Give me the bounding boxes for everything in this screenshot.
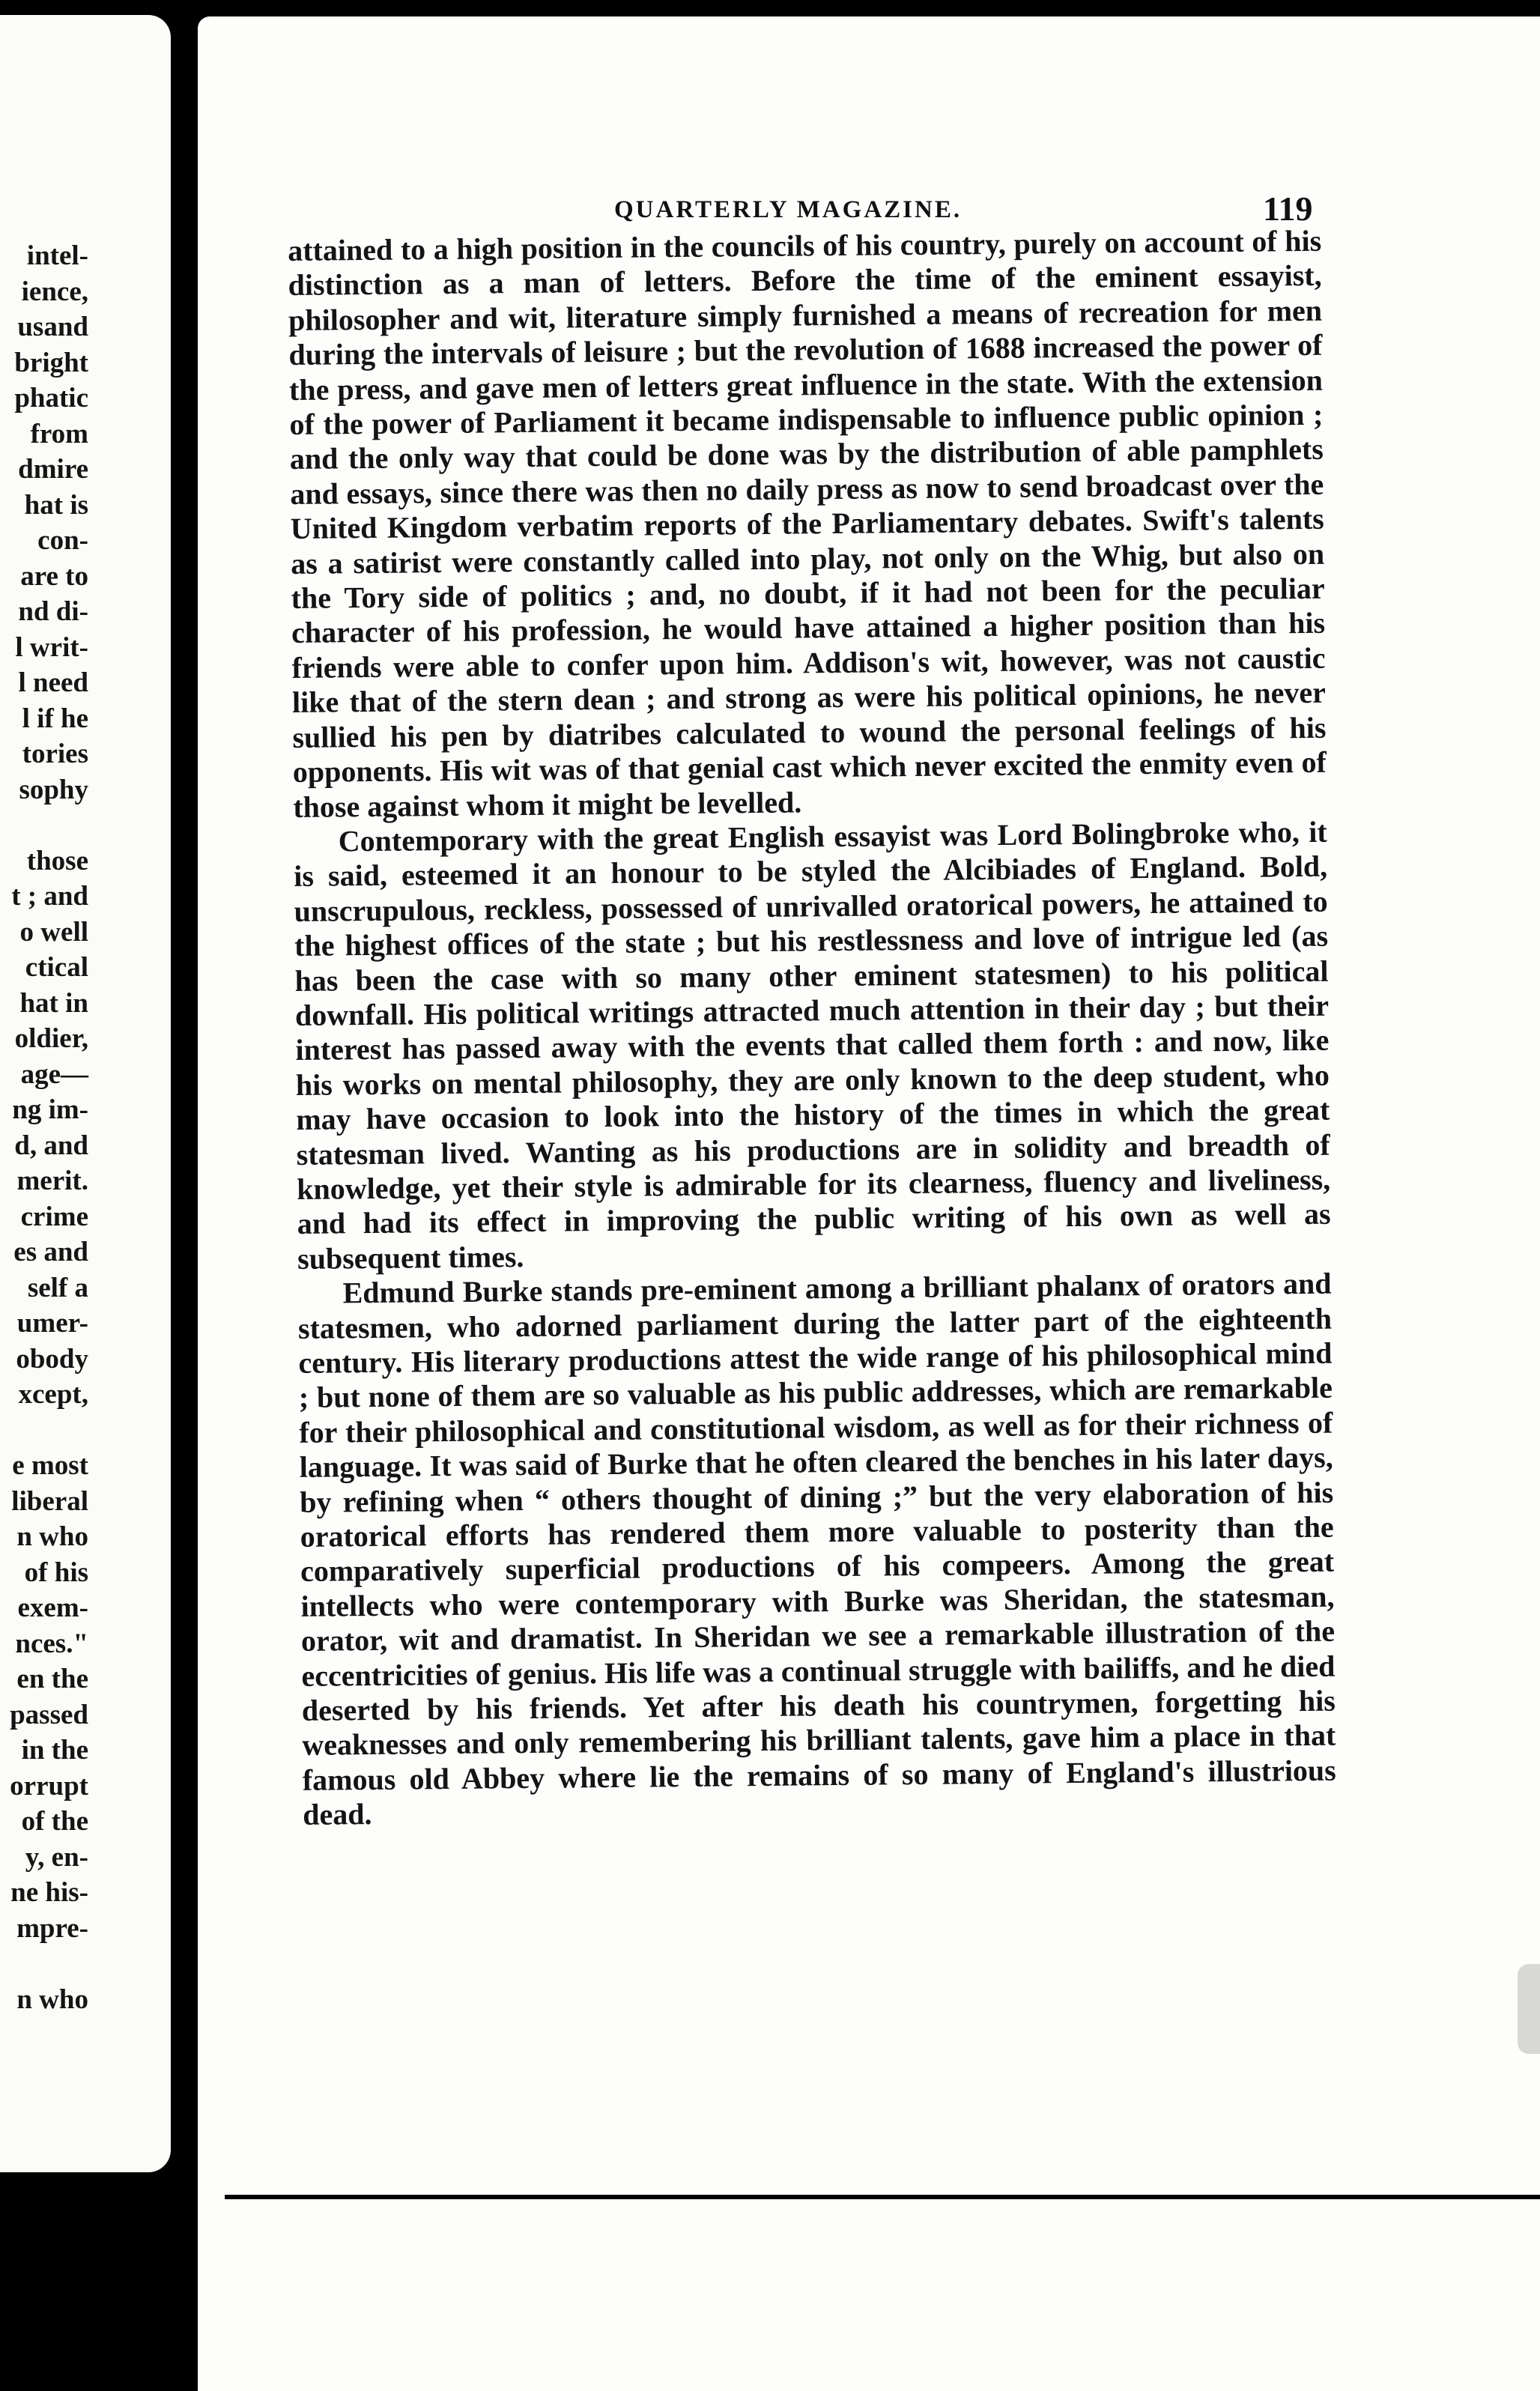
page-header <box>198 189 1540 234</box>
gutter-shadow <box>171 0 198 2391</box>
left-page-line: es and <box>13 1237 88 1267</box>
left-page-line: oldier, <box>14 1023 88 1054</box>
left-page-text-fragments <box>0 238 88 2017</box>
left-page-line: d, and <box>14 1130 88 1161</box>
left-page-line: con- <box>37 525 88 556</box>
left-page-line: xcept, <box>18 1379 88 1410</box>
left-page-line: liberal <box>11 1485 88 1517</box>
left-page-line: n who <box>16 1984 88 2015</box>
left-page-line: y, en- <box>25 1841 88 1873</box>
left-page-line: ne his- <box>10 1877 88 1908</box>
left-page-line: those <box>26 845 88 876</box>
paragraph-2: Contemporary with the great English essayist was Lord Bolingbroke who, it is said, esteemed it an honour to be styled the Alcibiades of England. Bold, unscrupulous, reckless, possessed of unrivalled oratorical powers, he attained to the highest offices of the state ; but his restlessness and love of intrigue led (as has been the case with so many other eminent statesmen) to his political downfall. His political writings attracted much attention in their day ; but their interest has passed away with the events that called them forth : and now, like his works on mental philosophy, they are only known to the deep student, who may have occasion to look into the history of the times in which the great statesman lived. Wanting as his productions are in solidity and breadth of knowledge, yet their style is admirable for its clearness, fluency and liveliness, and had its effect in improving the public writing of his own as well as subsequent times. <box>294 814 1331 1276</box>
left-page-line: orrupt <box>10 1770 88 1801</box>
left-page-line: nd di- <box>18 596 88 627</box>
left-page-gap <box>0 807 88 843</box>
left-page-line: sophy <box>19 774 88 805</box>
left-page-line: self a <box>27 1272 88 1303</box>
left-page-gap <box>0 1413 88 1449</box>
left-page-line: mpre- <box>16 1912 88 1944</box>
left-page-line: o well <box>19 916 88 948</box>
left-page-line: exem- <box>17 1593 88 1623</box>
left-page-line: usand <box>17 312 88 342</box>
left-page-line: hat is <box>24 489 88 521</box>
left-page-line: ctical <box>25 952 88 983</box>
left-page-line: crime <box>20 1201 88 1232</box>
page-edge-mark <box>1518 1964 1540 2054</box>
left-page-line: are to <box>20 560 88 592</box>
left-page-line: hat in <box>19 987 88 1019</box>
left-page-line: obody <box>16 1343 88 1375</box>
left-page-line: of his <box>24 1557 88 1588</box>
left-page-line: dmire <box>18 454 88 485</box>
left-page-line: from <box>30 418 88 449</box>
paragraph-3: Edmund Burke stands pre-eminent among a brilliant phalanx of orators and statesmen, who adorned parliament during the latter part of the eighteenth century. His literary productions attest the wide range of his philosophical mind ; but none of them are so valuable as his public addresses, which are remarkable for their philosophical and constitutional wisdom, as well as for their richness of language. It was said of Burke that he often cleared the benches in his later days, by refining when “ others thought of dining ;” but the very elaboration of his oratorical efforts has rendered them more valuable to posterity than the comparatively superficial productions of his compeers. Among the great intellects who were contemporary with Burke was Sheridan, the statesman, orator, wit and dramatist. In Sheridan we see a remarkable illustration of the eccentricities of genius. His life was a continual struggle with bailiffs, and he died deserted by his friends. Yet after his death his countrymen, forgetting his weaknesses and only remembering his brilliant talents, gave him a place in that famous old Abbey where lie the remains of so many of England's illustrious dead. <box>297 1266 1336 1832</box>
left-page-line: l writ- <box>15 631 88 663</box>
left-facing-page <box>0 15 171 2172</box>
left-page-line: tories <box>22 739 88 769</box>
left-page-line: bright <box>14 347 88 378</box>
left-page-line: ience, <box>21 276 88 307</box>
main-page <box>198 16 1540 2391</box>
left-page-line: n who <box>16 1521 88 1552</box>
left-page-line: age— <box>20 1058 88 1090</box>
page-number: 119 <box>1263 190 1313 228</box>
left-page-line: nces." <box>15 1628 88 1659</box>
left-page-line: ng im- <box>12 1094 88 1125</box>
left-page-line: in the <box>21 1735 88 1766</box>
left-page-line: passed <box>10 1699 88 1730</box>
left-page-line: en the <box>16 1664 88 1694</box>
left-page-line: t ; and <box>11 881 88 912</box>
left-page-line: umer- <box>16 1308 88 1339</box>
left-page-line: phatic <box>14 383 88 413</box>
paragraph-1: attained to a high position in the councils of his country, purely on account of his distinction as a man of letters. Before the time of the eminent essayist, philosopher and wit, literature simply furnished a means of recreation for men during the intervals of leisure ; but the revolution of 1688 increased the power of the press, and gave men of letters great influence in the state. With the extension of the power of Parliament it became indispensable to influence public opinion ; and the only way that could be done was by the distribution of able pamphlets and essays, since there was then no daily press as now to send broadcast over the United Kingdom verbatim reports of the Parliamentary debates. Swift's talents as a satirist were constantly called into play, not only on the Whig, but also on the Tory side of politics ; and, no doubt, if it had not been for the peculiar character of his profession, he would have attained a higher position than his friends were able to confer upon him. Addison's wit, however, was not caustic like that of the stern dean ; and strong as were his political opinions, he never sullied his pen by diatribes calculated to wound the personal feelings of his opponents. His wit was of that genial cast which never excited the enmity even of those against whom it might be levelled. <box>288 223 1327 824</box>
article-body <box>288 224 1336 1833</box>
left-page-line: e most <box>12 1450 88 1481</box>
left-page-line: l if he <box>22 703 88 734</box>
left-page-line: of the <box>21 1806 88 1837</box>
running-head: QUARTERLY MAGAZINE. <box>614 196 962 223</box>
left-page-line: merit. <box>16 1166 88 1196</box>
left-page-gap <box>0 1946 88 1982</box>
lower-page-edge <box>225 2195 1540 2274</box>
left-page-line: l need <box>18 667 88 698</box>
left-page-line: intel- <box>26 240 88 271</box>
